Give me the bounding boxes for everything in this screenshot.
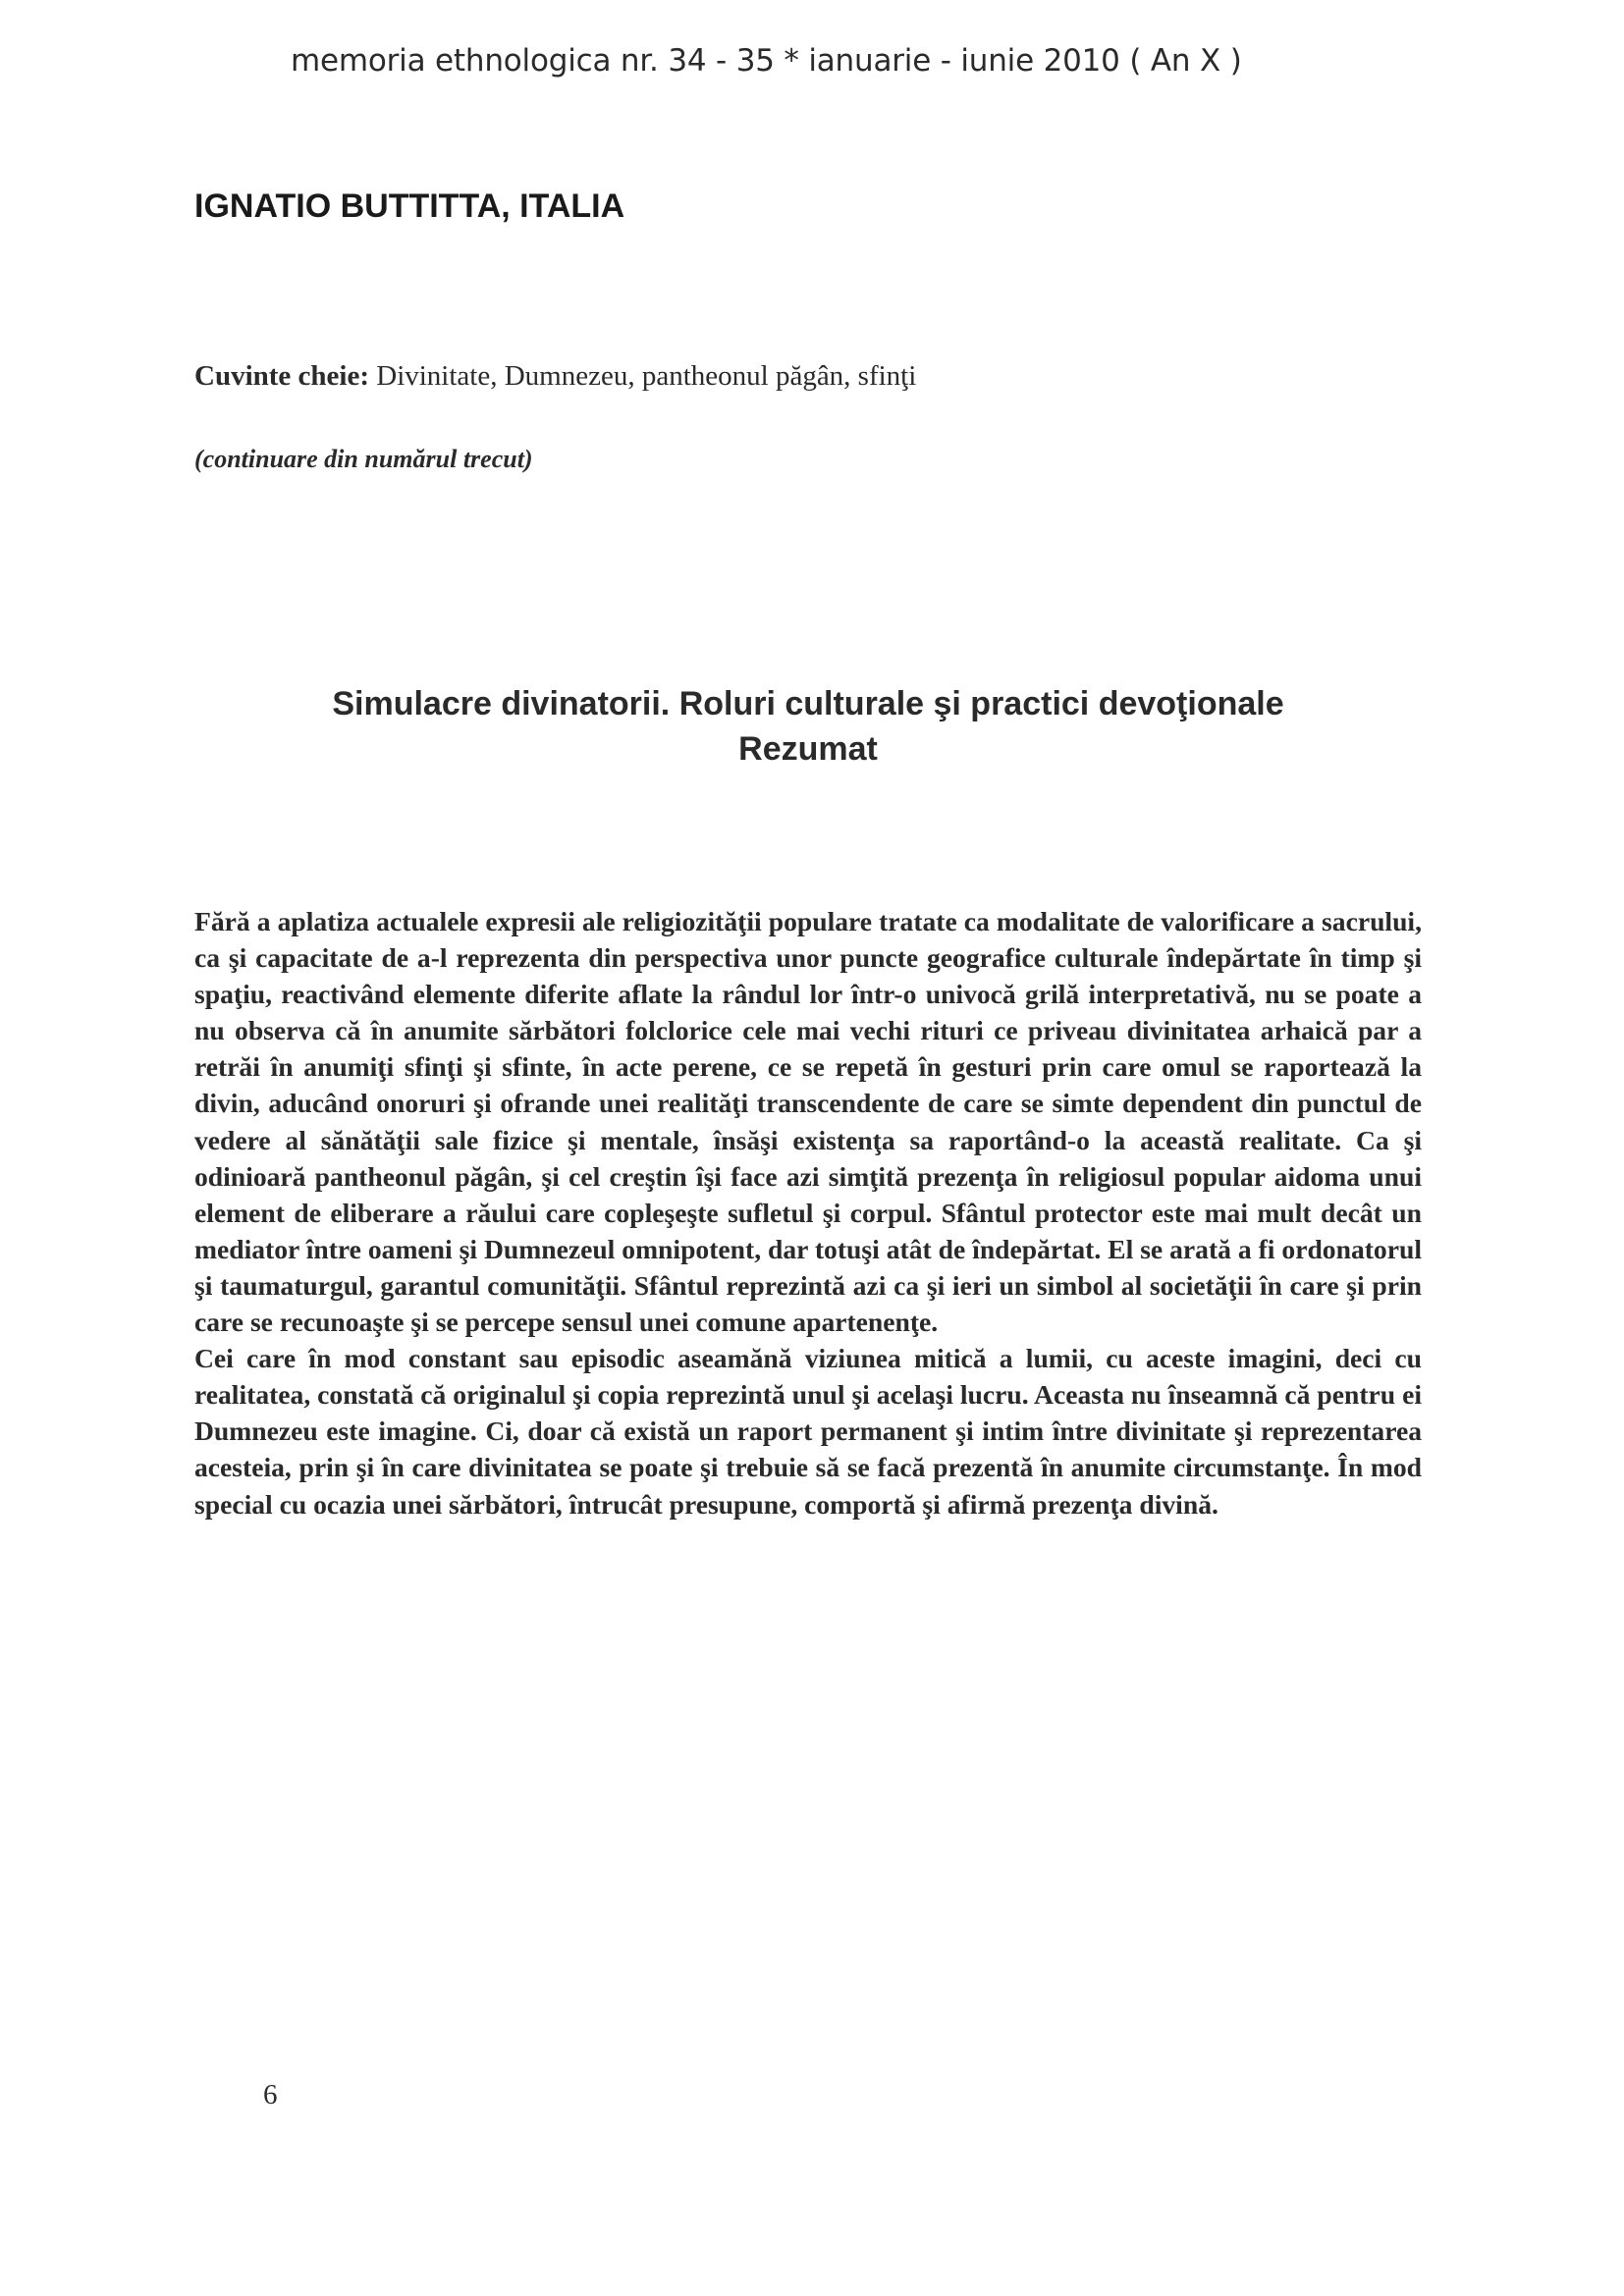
running-header: memoria ethnologica nr. 34 - 35 * ianuarie - iunie 2010 ( An X ) (291, 43, 1242, 79)
keywords-label: Cuvinte cheie: (194, 360, 369, 392)
keywords-value: Divinitate, Dumnezeu, pantheonul păgân, sfinţi (376, 360, 917, 392)
keywords-line (194, 360, 916, 393)
continuation-note: (continuare din numărul trecut) (194, 445, 533, 473)
article-subtitle: Rezumat (738, 730, 878, 768)
article-title: Simulacre divinatorii. Roluri culturale şi practici devoţionale (332, 685, 1284, 722)
abstract-paragraph: Fără a aplatiza actualele expresii ale religiozităţii populare tratate ca modalitate de valorificare a sacrului, ca şi capacitate de a-l reprezenta din perspectiva unor puncte geografice culturale îndepărtate în timp şi spaţiu, reactivând elemente diferite aflate la rândul lor într-o univocă grilă interpretativă, nu se poate a nu observa că în anumite sărbători folclorice cele mai vechi rituri ce priveau divinitatea arhaică par a retrăi în anumiţi sfinţi şi sfinte, în acte perene, ce se repetă în gesturi prin care omul se raportează la divin, aducând onoruri şi ofrande unei realităţi transcendente de care se simte dependent din punctul de vedere al sănătăţii sale fizice şi mentale, însăşi existenţa sa raportând-o la această realitate. Ca şi odinioară pantheonul păgân, şi cel creştin îşi face azi simţită prezenţa în religiosul popular aidoma unui element de eliberare a răului care copleşeşte sufletul şi corpul. Sfântul protector este mai mult decât un mediator între oameni şi Dumnezeul omnipotent, dar totuşi atât de îndepărtat. El se arată a fi ordonatorul şi taumaturgul, garantul comunităţii. Sfântul reprezintă azi ca şi ieri un simbol al societăţii în care şi prin care se recunoaşte şi se percepe sensul unei comune apartenenţe. (194, 906, 1422, 1338)
title-block (194, 681, 1422, 772)
abstract-body (194, 903, 1422, 1522)
author-heading: IGNATIO BUTTITTA, ITALIA (194, 187, 625, 225)
abstract-paragraph: Cei care în mod constant sau episodic aseamănă viziunea mitică a lumii, cu aceste imagini, deci cu realitatea, constată că originalul şi copia reprezintă unul şi acelaşi lucru. Aceasta nu înseamnă că pentru ei Dumnezeu este imagine. Ci, doar că există un raport permanent şi intim între divinitate şi reprezentarea acesteia, prin şi în care divinitatea se poate şi trebuie să se facă prezentă în anumite circumstanţe. În mod special cu ocazia unei sărbători, întrucât presupune, comportă şi afirmă prezenţa divină. (194, 1343, 1422, 1520)
page-number: 6 (263, 2079, 278, 2110)
